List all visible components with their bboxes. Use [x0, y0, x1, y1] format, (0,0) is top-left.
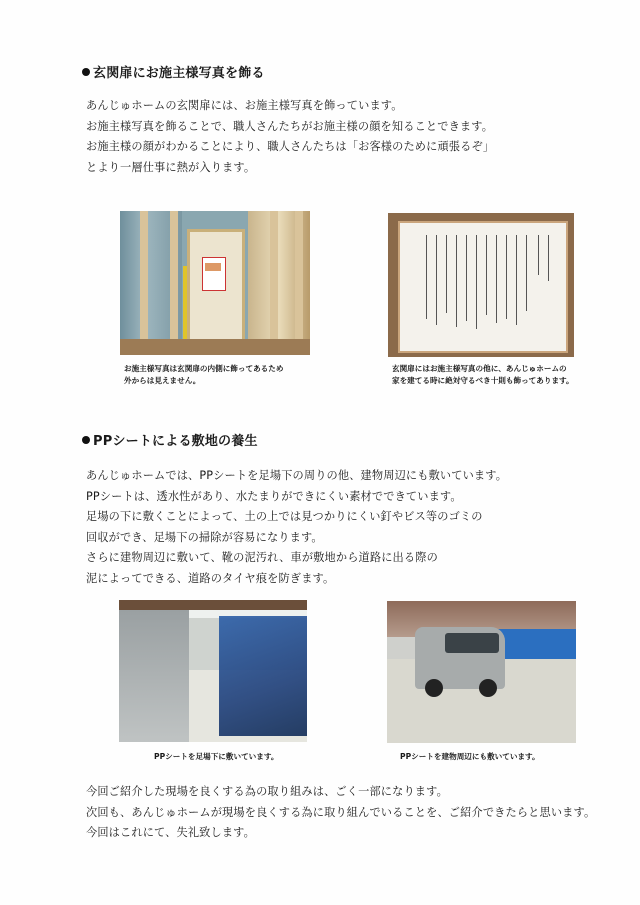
text-line: 泥によってできる、道路のタイヤ痕を防ぎます。: [86, 571, 335, 585]
bullet-icon: [82, 436, 90, 444]
framed-rules-photo: [388, 213, 574, 357]
closing-paragraph: [86, 782, 595, 844]
text-line: さらに建物周辺に敷いて、靴の泥汚れ、車が敷地から道路に出る際の: [86, 551, 438, 565]
text-line: お施主様の顔がわかることにより、職人さんたちは「お客様のために頑張るぞ」: [86, 140, 495, 154]
text-line: お施主様写真を飾ることで、職人さんたちがお施主様の顔を知ることできます。: [86, 119, 494, 133]
text-line: 今回ご紹介した現場を良くする為の取り組みは、ごく一部になります。: [86, 785, 448, 798]
text-line: PPシートは、透水性があり、水たまりができにくい素材でできています。: [86, 489, 462, 503]
van-pp-sheet-photo: [387, 601, 576, 743]
text-line: 足場の下に敷くことによって、土の上では見つかりにくい釘やビス等のゴミの: [86, 510, 483, 524]
text-line: 今回はこれにて、失礼致します。: [86, 826, 255, 840]
scaffold-pp-sheet-photo: [119, 600, 307, 742]
text-line: とより一層仕事に熱が入ります。: [86, 160, 256, 174]
photo-caption: PPシートを足場下に敷いています。: [154, 752, 279, 761]
section1-paragraph: [86, 96, 494, 178]
section2-paragraph: [86, 466, 507, 590]
text-line: あんじゅホームの玄関扉には、お施主様写真を飾っています。: [86, 99, 403, 112]
photo-caption: 玄関扉にはお施主様写真の他に、あんじゅホームの 家を建てる時に絶対守るべき十則も飾ってあります。: [392, 364, 574, 385]
section-heading-entrance-photo: 玄関扉にお施主様写真を飾る: [82, 62, 265, 81]
text-line: 次回も、あんじゅホームが現場を良くする為に取り組んでいることを、ご紹介できたらと思います。: [86, 805, 596, 819]
bullet-icon: [82, 68, 90, 76]
section-heading-pp-sheet: PPシートによる敷地の養生: [82, 430, 258, 449]
text-line: あんじゅホームでは、PPシートを足場下の周りの他、建物周辺にも敷いています。: [86, 469, 508, 482]
text-line: 回収ができ、足場下の掃除が容易になります。: [86, 530, 323, 544]
photo-caption: お施主様写真は玄関扉の内側に飾ってあるため 外からは見えません。: [124, 364, 284, 385]
photo-caption: PPシートを建物周辺にも敷いています。: [400, 752, 540, 761]
door-interior-photo: [120, 211, 310, 355]
